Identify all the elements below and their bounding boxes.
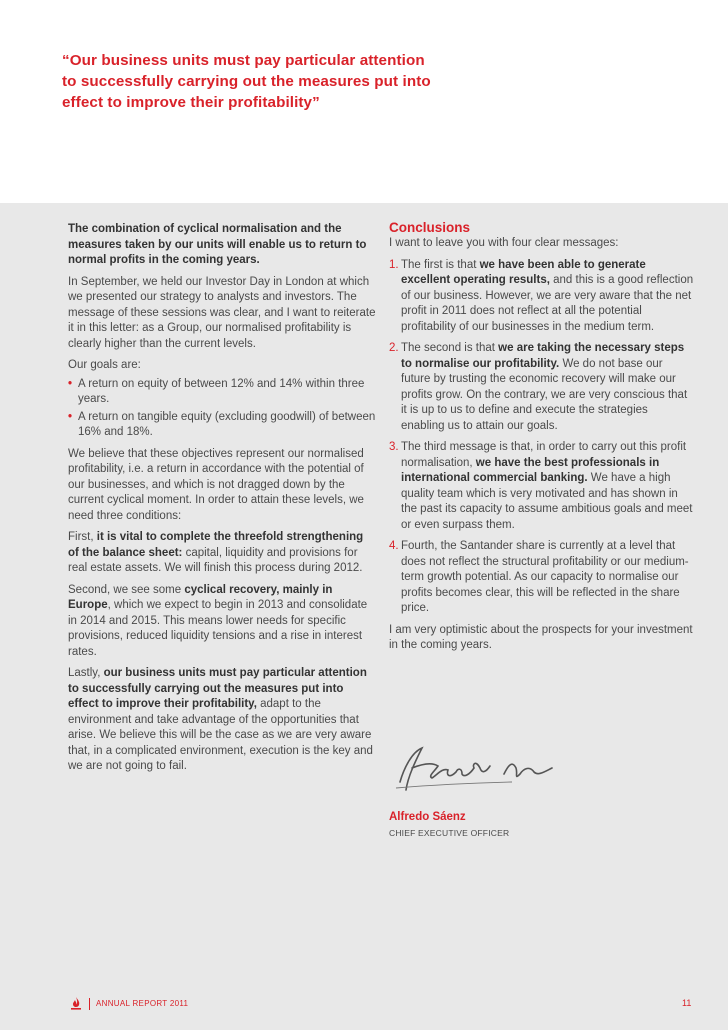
investor-day-paragraph: In September, we held our Investor Day in London at which we presented our strategy to analysts and investors. The message of these sessions was clear, and I want to reiterate it in this letter: as a Group, our normalised profitability is clearly higher than the current levels. bbox=[68, 275, 376, 350]
emphasis-text: cyclical recovery, mainly in Europe bbox=[68, 583, 333, 611]
item-number: 3. bbox=[389, 441, 399, 453]
list-item bbox=[389, 258, 694, 336]
quote-line-1: “Our business units must pay particular attention bbox=[62, 52, 425, 69]
text-run: capital, liquidity and provisions for real estate assets. We will finish this process during 2012. bbox=[68, 546, 363, 574]
text-run: First, bbox=[68, 531, 97, 543]
list-item bbox=[68, 377, 376, 408]
emphasis-text: our business units must pay particular attention to successfully carrying out the measures put into effect to improve their profitability, bbox=[68, 667, 367, 710]
goal-text: A return on equity of between 12% and 14% within three years. bbox=[78, 377, 365, 405]
emphasis-text: we have been able to generate excellent operating results, bbox=[401, 258, 646, 286]
closing-paragraph: I am very optimistic about the prospects for your investment in the coming years. bbox=[389, 623, 693, 651]
pull-quote bbox=[62, 50, 482, 113]
footer-divider bbox=[89, 998, 90, 1010]
flame-logo-icon bbox=[70, 996, 82, 1010]
signatory-title: CHIEF EXECUTIVE OFFICER bbox=[389, 828, 510, 838]
first-condition-paragraph bbox=[68, 530, 376, 577]
text-run: The third message is that, in order to carry out this profit normalisation, bbox=[401, 441, 687, 469]
text-run: The first is that bbox=[401, 258, 480, 271]
goals-intro: Our goals are: bbox=[68, 359, 141, 371]
text-run: The second is that bbox=[401, 342, 499, 354]
list-item bbox=[389, 440, 694, 533]
footer-label: ANNUAL REPORT 2011 bbox=[96, 999, 189, 1008]
third-condition-paragraph bbox=[68, 666, 376, 775]
emphasis-text: we have the best professionals in international commercial banking. bbox=[401, 456, 660, 484]
text-run: and this is a good reflection of our business. However, we are very aware that the net profit in 2011 does not reflect at all the potential profitability of our businesses in the medium term. bbox=[401, 274, 694, 333]
goal-text: A return on tangible equity (excluding goodwill) of between 16% and 18%. bbox=[78, 410, 376, 438]
text-run: Lastly, bbox=[68, 667, 104, 679]
list-item bbox=[68, 410, 376, 441]
header-area bbox=[0, 0, 728, 203]
emphasis-text: we are taking the necessary steps to normalise our profitability. bbox=[401, 342, 685, 370]
signature-image bbox=[392, 738, 562, 798]
emphasis-text: it is vital to complete the threefold strengthening of the balance sheet: bbox=[68, 531, 364, 559]
text-run: Second, we see some bbox=[68, 583, 185, 596]
signatory-name: Alfredo Sáenz bbox=[389, 811, 466, 823]
conclusions-intro: I want to leave you with four clear messages: bbox=[389, 237, 619, 249]
text-run: We have a high quality team which is very motivated and has shown in the past its capacity to assume ambitious goals and meet or even surpass them. bbox=[401, 472, 693, 531]
bullet-icon: • bbox=[68, 410, 73, 423]
quote-line-3: effect to improve their profitability” bbox=[62, 94, 320, 111]
second-condition-paragraph bbox=[68, 583, 376, 661]
item-number: 2. bbox=[389, 342, 399, 354]
item-number: 4. bbox=[389, 540, 399, 552]
quote-line-2: to successfully carrying out the measures put into bbox=[62, 73, 431, 90]
text-run: , which we expect to begin in 2013 and consolidate in 2014 and 2015. This means lower needs for specific provisions, reduced liquidity tensions and a rise in interest rates. bbox=[68, 599, 368, 658]
page-number: 11 bbox=[682, 998, 692, 1008]
messages-list bbox=[389, 258, 694, 617]
list-item bbox=[389, 341, 694, 434]
bullet-icon: • bbox=[68, 377, 73, 390]
text-run: Fourth, the Santander share is currently at a level that does not reflect the structural profitability or our medium-term growth potential. As our capacity to normalise our profits becomes clear, this will be reflected in the share price. bbox=[401, 540, 689, 614]
lead-paragraph: The combination of cyclical normalisation and the measures taken by our units will enable us to return to normal profits in the coming years. bbox=[68, 223, 367, 266]
goals-list bbox=[68, 377, 376, 441]
right-column bbox=[389, 219, 694, 660]
objectives-paragraph: We believe that these objectives represent our normalised profitability, i.e. a return in accordance with the potential of our businesses, and which is not dragged down by the current cyclical moment. In order to attain these levels, we need three conditions: bbox=[68, 447, 364, 522]
list-item bbox=[389, 539, 694, 617]
left-column bbox=[68, 222, 376, 781]
item-number: 1. bbox=[389, 258, 399, 271]
conclusions-heading: Conclusions bbox=[389, 220, 471, 235]
text-run: We do not base our future by trusting the economic recovery will make our profits grow. On the contrary, we are very conscious that it is up to us to define and execute the strategies enabling us to attain our goals. bbox=[401, 357, 688, 432]
text-run: adapt to the environment and take advantage of the opportunities that arise. We believe this will be the case as we are very aware that, in a complicated environment, execution is the key and we are not going to fail. bbox=[68, 698, 373, 772]
